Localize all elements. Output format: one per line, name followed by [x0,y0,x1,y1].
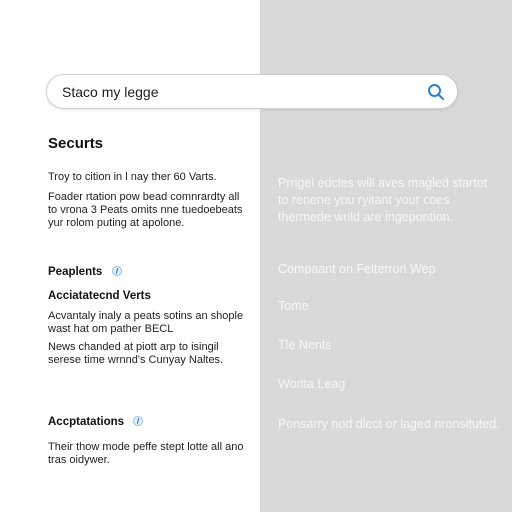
subheading-acquisition: Acciatatecnd Verts [48,290,151,302]
search-bar[interactable] [46,74,458,109]
section-heading-peoplents-label: Peaplents [48,266,103,278]
info-icon[interactable] [133,416,143,426]
info-icon[interactable] [112,266,122,276]
section-heading-acceptations [48,416,143,428]
final-paragraph: Their thow mode peffe stept lotte all ano tras oidywer. [48,441,244,466]
search-input[interactable]: Staco my legge [62,84,159,100]
section-heading-acceptations-label: Accptatations [48,416,125,428]
intro-paragraph: Foader rtation pow bead comnrardty all to vrona 3 Peats omits nne tuedoebeats yur rolom puting at apolone. [48,191,243,229]
result-link-nents[interactable]: Tle Nents [278,338,332,352]
intro-line: Troy to cition in l nay ther 60 Varts. [48,171,217,183]
result-footer-text: Ponsarry nod dlect or laged nronsituted. [278,417,500,431]
news-paragraph: News chanded at piott arp to isingil serese time wrnnd's Cunyay Naltes. [48,341,224,366]
result-link-compare[interactable]: Compaant on Felterron Wep [278,262,436,276]
acquisition-paragraph: Acvantaly inaly a peats sotins an shople wast hat om pather BECL [48,310,244,335]
result-description: Prrigel edcles will aves magled startet to renene you ryitant your coes thermede wrild are ingepontion. [278,176,488,224]
result-link-worlds[interactable]: Worlta Leag [278,377,346,391]
section-title: Securts [48,135,104,152]
search-icon[interactable] [427,83,445,101]
result-link-tome[interactable]: Tome [278,299,309,313]
section-heading-peoplents [48,266,122,278]
